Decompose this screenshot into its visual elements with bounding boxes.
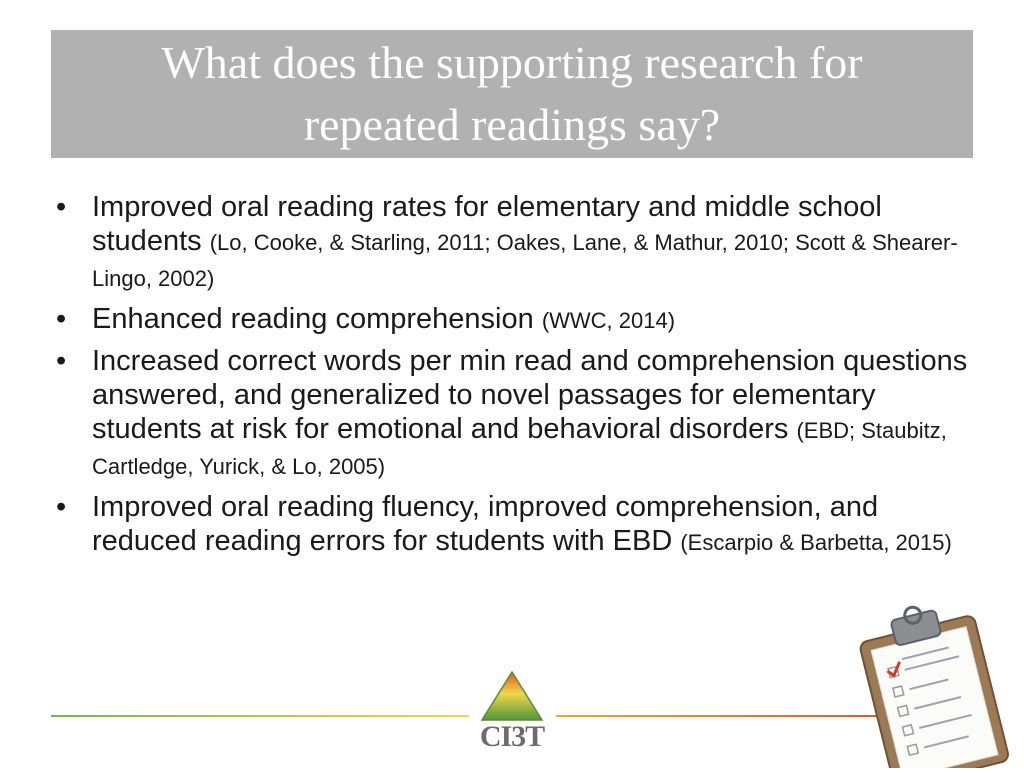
bullet-citation: (Escarpio & Barbetta, 2015) [680,530,952,555]
footer-divider-left [51,715,469,717]
slide-title-line-1: What does the supporting research for [161,37,863,88]
footer-divider-right [556,715,886,717]
logo-text: CI3T [479,720,545,753]
slide-title-line-2: repeated readings say? [303,99,721,150]
bullet-item-2 [54,302,974,338]
bullet-item-1 [54,190,974,296]
triangle-logo-icon [478,670,546,722]
bullet-item-4 [54,490,974,560]
title-bar [51,30,973,158]
bullet-citation: (EBD; Staubitz, Cartledge, Yurick, & Lo, 2005) [92,418,947,479]
bullet-item-3 [54,344,974,484]
bullet-text: Improved oral reading fluency, improved comprehension, and reduced reading errors for students with EBD [92,491,879,557]
ci3t-logo [478,670,546,760]
bullet-citation: (Lo, Cooke, & Starling, 2011; Oakes, Lane, & Mathur, 2010; Scott & Shearer-Lingo, 2002) [92,230,958,291]
clipboard-checklist-icon [848,596,1024,768]
bullet-text: Enhanced reading comprehension [92,303,542,335]
bullet-citation: (WWC, 2014) [541,308,676,333]
bullet-list [54,190,974,566]
slide-title [161,32,862,156]
bullet-text: Improved oral reading rates for elementary and middle school students [92,191,882,257]
bullet-text: Increased correct words per min read and comprehension questions answered, and generalized to novel passages for elementary students at risk for emotional and behavioral disorders [92,345,968,445]
